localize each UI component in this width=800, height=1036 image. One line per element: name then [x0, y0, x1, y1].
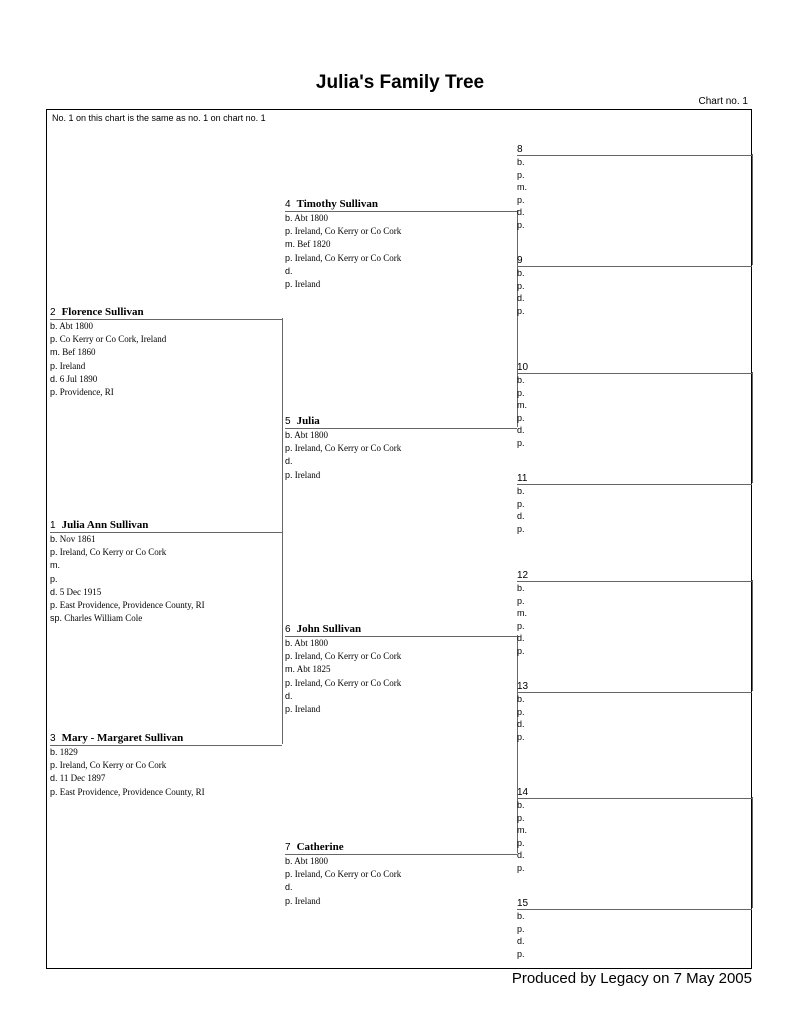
connector-5-right [752, 372, 753, 483]
field-label: d. [517, 936, 525, 946]
field-label: d. [285, 690, 293, 701]
field-label: d. [517, 425, 525, 435]
field-label: d. [285, 456, 293, 467]
field-label: p. [517, 169, 525, 180]
field-label: d. [285, 882, 293, 893]
field-label: p. [517, 305, 525, 316]
field-label: b. [285, 430, 293, 440]
connector-1-right [282, 318, 283, 744]
box-number: 15 [517, 898, 752, 910]
connector-6-right [752, 580, 753, 691]
field-value: Abt 1800 [294, 430, 329, 440]
field-label: d. [50, 773, 58, 784]
person-name: Catherine [296, 841, 344, 853]
field-label: d. [517, 719, 525, 729]
field-value: East Providence, Providence County, RI [59, 786, 205, 797]
box-number: 13 [517, 681, 752, 693]
person-field [285, 663, 517, 676]
box-field [517, 718, 752, 731]
field-label: p. [517, 437, 525, 448]
person-field [285, 650, 517, 663]
person-name-row [50, 306, 282, 320]
person-number: 1 [50, 520, 56, 531]
field-value: Nov 1861 [59, 534, 96, 544]
field-value: Ireland, Co Kerry or Co Cork [59, 547, 167, 558]
box-field [517, 156, 752, 169]
field-label: p. [285, 677, 293, 688]
person-name: Florence Sullivan [61, 306, 144, 318]
box-8[interactable] [517, 144, 752, 231]
field-label: p. [517, 620, 525, 631]
box-field [517, 280, 752, 293]
box-field [517, 498, 752, 511]
field-value: Ireland [59, 360, 86, 371]
field-value: Ireland, Co Kerry or Co Cork [294, 226, 402, 237]
person-field [50, 759, 282, 772]
person-field [285, 855, 517, 868]
person-number: 5 [285, 416, 291, 427]
field-label: p. [517, 812, 525, 823]
field-label: m. [517, 400, 527, 410]
field-label: m. [285, 239, 295, 250]
person-6[interactable] [285, 623, 517, 716]
box-field [517, 582, 752, 595]
person-name-row [50, 732, 282, 746]
box-field [517, 485, 752, 498]
person-5[interactable] [285, 415, 517, 482]
field-label: p. [517, 387, 525, 398]
field-label: d. [517, 511, 525, 521]
field-label: p. [517, 523, 525, 534]
field-label: p. [50, 786, 58, 797]
box-field [517, 812, 752, 825]
field-label: p. [517, 948, 525, 959]
box-field [517, 305, 752, 318]
person-name-row [285, 841, 517, 855]
person-number: 4 [285, 199, 291, 210]
field-value: 5 Dec 1915 [59, 586, 102, 597]
field-label: sp. [50, 613, 63, 624]
field-value: Abt 1825 [296, 664, 331, 675]
field-label: p. [50, 760, 58, 771]
field-value: Ireland, Co Kerry or Co Cork [294, 869, 402, 880]
field-label: b. [517, 911, 525, 921]
field-label: b. [517, 694, 525, 704]
box-field [517, 948, 752, 961]
field-value: Ireland [294, 279, 321, 290]
box-field [517, 706, 752, 719]
field-value: Abt 1800 [59, 321, 94, 331]
person-1[interactable] [50, 519, 282, 625]
box-number: 14 [517, 787, 752, 799]
field-label: d. [517, 633, 525, 643]
person-field [285, 637, 517, 650]
box-11[interactable] [517, 473, 752, 535]
field-label: p. [50, 387, 58, 398]
box-field [517, 632, 752, 645]
field-label: p. [285, 469, 293, 480]
field-label: b. [50, 534, 58, 544]
person-name-row [285, 198, 517, 212]
person-field [50, 373, 282, 386]
person-field [50, 599, 282, 612]
person-field [50, 333, 282, 346]
field-label: b. [517, 486, 525, 496]
person-number: 7 [285, 842, 291, 853]
field-label: p. [517, 194, 525, 205]
field-label: d. [285, 265, 293, 276]
field-label: b. [50, 321, 58, 331]
field-label: p. [50, 334, 58, 345]
field-label: p. [285, 895, 293, 906]
person-field [50, 772, 282, 785]
person-field [50, 559, 282, 572]
field-label: p. [517, 837, 525, 848]
person-field [285, 238, 517, 251]
box-field [517, 292, 752, 305]
field-label: p. [517, 595, 525, 606]
person-field [285, 278, 517, 291]
field-value: 11 Dec 1897 [59, 773, 106, 784]
box-9[interactable] [517, 255, 752, 317]
chart-number: Chart no. 1 [698, 96, 748, 107]
box-number: 11 [517, 473, 752, 485]
person-field [285, 225, 517, 238]
person-field [285, 677, 517, 690]
person-field [50, 320, 282, 333]
field-value: Abt 1800 [294, 856, 329, 866]
field-label: p. [285, 704, 293, 715]
chart-title: Julia's Family Tree [315, 72, 485, 93]
field-label: p. [285, 252, 293, 263]
person-field [50, 386, 282, 399]
person-name: John Sullivan [296, 623, 362, 635]
person-field [50, 546, 282, 559]
person-field [50, 346, 282, 359]
field-label: p. [517, 498, 525, 509]
person-field [285, 212, 517, 225]
box-field [517, 620, 752, 633]
box-12[interactable] [517, 570, 752, 657]
field-value: Charles William Cole [64, 613, 143, 624]
box-field [517, 194, 752, 207]
box-field [517, 923, 752, 936]
box-field [517, 849, 752, 862]
box-field [517, 424, 752, 437]
field-label: m. [50, 560, 60, 571]
field-label: m. [517, 182, 527, 192]
field-label: b. [517, 375, 525, 385]
field-value: 1829 [59, 747, 78, 757]
connector-7-right [752, 797, 753, 908]
person-4[interactable] [285, 198, 517, 291]
field-label: b. [517, 583, 525, 593]
person-field [50, 746, 282, 759]
field-label: p. [517, 412, 525, 423]
field-label: p. [285, 279, 293, 290]
field-label: p. [517, 219, 525, 230]
box-number: 9 [517, 255, 752, 267]
box-field [517, 910, 752, 923]
field-value: 6 Jul 1890 [59, 373, 98, 384]
field-label: p. [517, 862, 525, 873]
box-field [517, 595, 752, 608]
field-label: m. [517, 608, 527, 618]
box-field [517, 862, 752, 875]
connector-4-right [752, 154, 753, 265]
field-label: b. [517, 800, 525, 810]
field-label: p. [517, 731, 525, 742]
box-15[interactable] [517, 898, 752, 960]
box-field [517, 837, 752, 850]
field-label: p. [517, 280, 525, 291]
field-value: Co Kerry or Co Cork, Ireland [59, 334, 167, 345]
field-label: p. [285, 226, 293, 237]
person-field [50, 612, 282, 625]
box-field [517, 523, 752, 536]
box-field [517, 399, 752, 412]
field-label: m. [50, 347, 60, 358]
field-value: Abt 1800 [294, 638, 329, 648]
field-value: Ireland, Co Kerry or Co Cork [294, 677, 402, 688]
field-value: Ireland [294, 469, 321, 480]
person-field [285, 455, 517, 468]
field-label: p. [50, 547, 58, 558]
person-name-row [50, 519, 282, 533]
person-name-row [285, 415, 517, 429]
person-number: 2 [50, 307, 56, 318]
box-field [517, 374, 752, 387]
field-label: d. [50, 373, 58, 384]
field-label: b. [517, 157, 525, 167]
field-label: m. [517, 825, 527, 835]
box-field [517, 219, 752, 232]
field-value: Ireland, Co Kerry or Co Cork [59, 760, 167, 771]
footer-produced-by: Produced by Legacy on 7 May 2005 [511, 970, 752, 987]
box-field [517, 731, 752, 744]
person-field [285, 429, 517, 442]
field-label: d. [517, 293, 525, 303]
field-value: Abt 1800 [294, 213, 329, 223]
chart-note: No. 1 on this chart is the same as no. 1 on chart no. 1 [52, 113, 266, 123]
field-value: East Providence, Providence County, RI [59, 600, 205, 611]
person-field [285, 252, 517, 265]
person-number: 6 [285, 624, 291, 635]
box-field [517, 169, 752, 182]
person-field [285, 881, 517, 894]
field-label: p. [517, 706, 525, 717]
box-field [517, 181, 752, 194]
person-7[interactable] [285, 841, 517, 908]
field-label: b. [50, 747, 58, 757]
person-field [50, 786, 282, 799]
field-value: Bef 1860 [62, 347, 96, 358]
person-name: Julia [296, 415, 320, 427]
field-label: p. [50, 600, 58, 611]
person-name: Julia Ann Sullivan [61, 519, 149, 531]
person-field [50, 533, 282, 546]
person-field [285, 469, 517, 482]
field-label: p. [517, 923, 525, 934]
field-label: p. [50, 360, 58, 371]
field-value: Ireland [294, 704, 321, 715]
field-value: Ireland, Co Kerry or Co Cork [294, 252, 402, 263]
box-field [517, 799, 752, 812]
field-label: b. [285, 213, 293, 223]
field-value: Ireland, Co Kerry or Co Cork [294, 651, 402, 662]
field-label: p. [285, 443, 293, 454]
field-label: m. [285, 664, 295, 675]
person-field [285, 690, 517, 703]
box-field [517, 387, 752, 400]
field-value: Ireland, Co Kerry or Co Cork [294, 443, 402, 454]
box-field [517, 824, 752, 837]
field-label: b. [517, 268, 525, 278]
box-14[interactable] [517, 787, 752, 874]
box-number: 12 [517, 570, 752, 582]
person-field [285, 442, 517, 455]
field-label: b. [285, 856, 293, 866]
field-value: Ireland [294, 895, 321, 906]
box-number: 10 [517, 362, 752, 374]
box-field [517, 267, 752, 280]
person-field [50, 573, 282, 586]
box-number: 8 [517, 144, 752, 156]
box-13[interactable] [517, 681, 752, 743]
box-10[interactable] [517, 362, 752, 449]
person-field [285, 868, 517, 881]
person-name-row [285, 623, 517, 637]
box-field [517, 412, 752, 425]
box-field [517, 935, 752, 948]
person-number: 3 [50, 733, 56, 744]
person-field [285, 895, 517, 908]
person-field [285, 265, 517, 278]
field-value: Bef 1820 [297, 239, 331, 250]
field-label: p. [285, 869, 293, 880]
box-field [517, 510, 752, 523]
box-field [517, 607, 752, 620]
box-field [517, 437, 752, 450]
field-value: Providence, RI [59, 387, 114, 398]
box-field [517, 693, 752, 706]
person-field [285, 703, 517, 716]
person-field [50, 586, 282, 599]
person-3[interactable] [50, 732, 282, 799]
box-field [517, 206, 752, 219]
field-label: p. [285, 651, 293, 662]
person-name: Mary - Margaret Sullivan [61, 732, 184, 744]
box-field [517, 645, 752, 658]
field-label: d. [517, 850, 525, 860]
field-label: b. [285, 638, 293, 648]
person-2[interactable] [50, 306, 282, 399]
field-label: p. [517, 645, 525, 656]
field-label: d. [517, 207, 525, 217]
field-label: d. [50, 586, 58, 597]
field-label: p. [50, 573, 58, 584]
person-name: Timothy Sullivan [296, 198, 378, 210]
person-field [50, 360, 282, 373]
